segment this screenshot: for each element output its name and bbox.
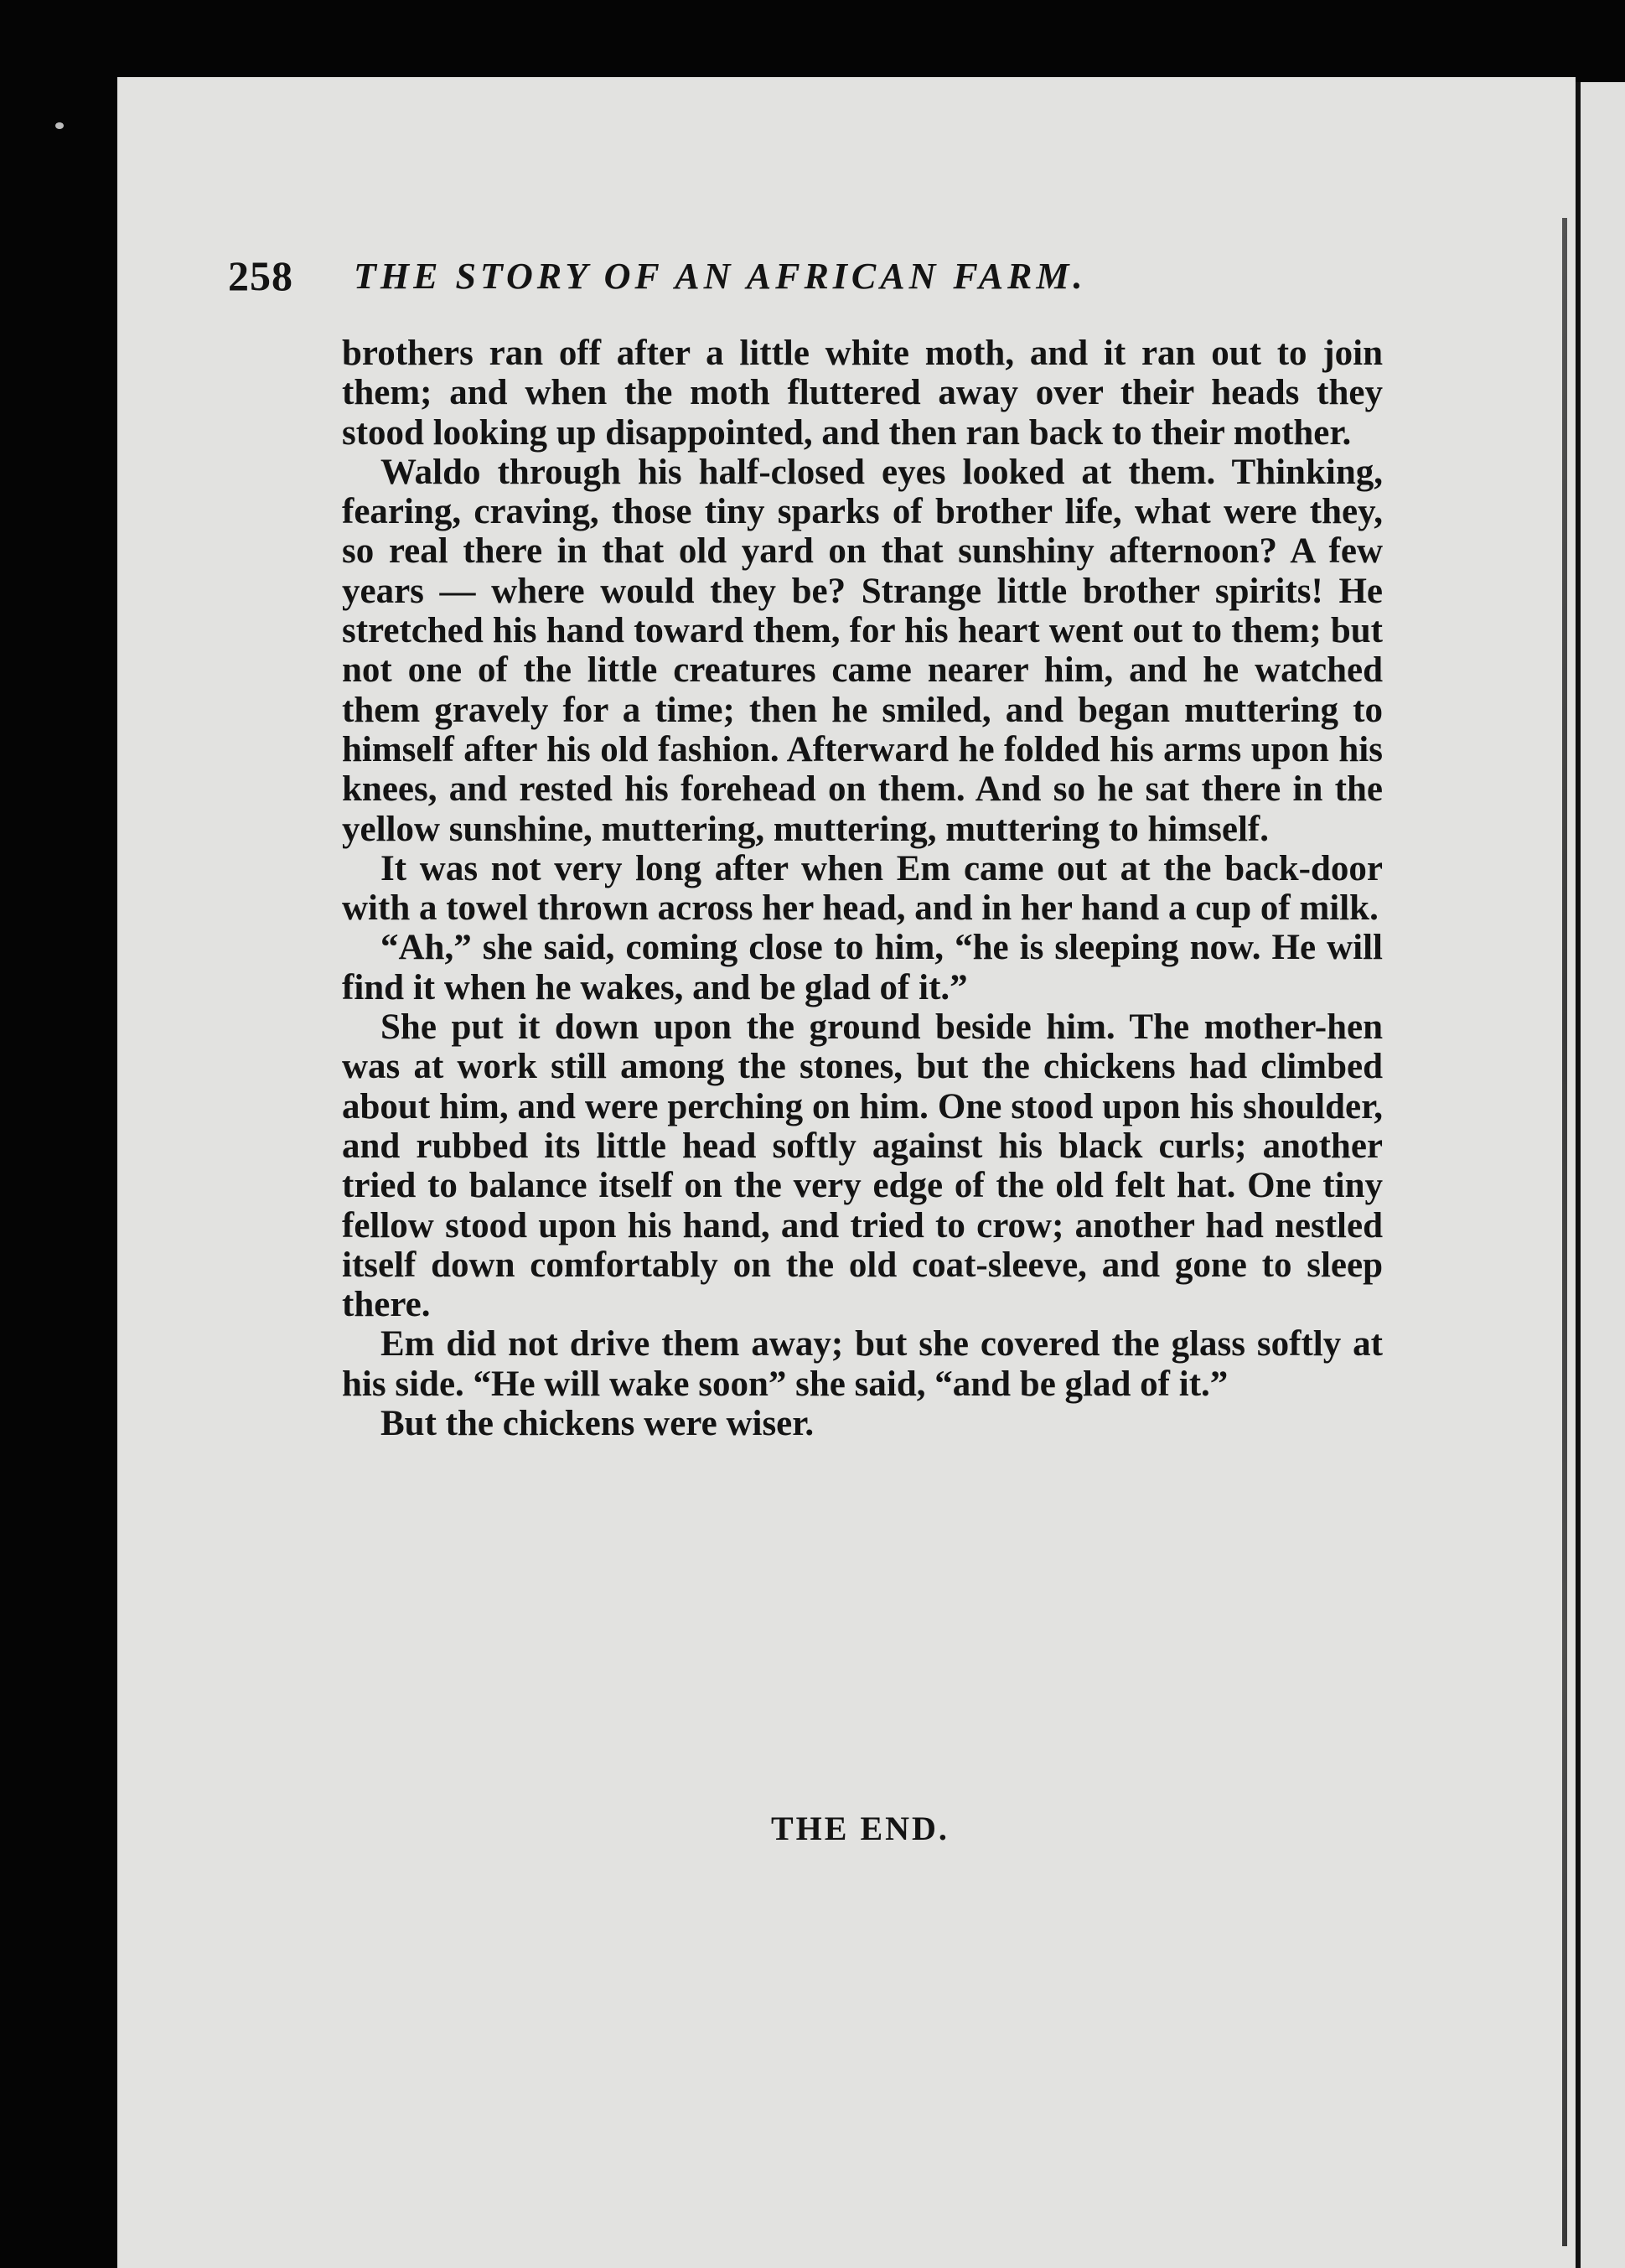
body-text: [342, 334, 1383, 1443]
paragraph-5: She put it down upon the ground beside him. The mother-hen was at work still among the stones, but the chickens had climbed about him, and were perching on him. One stood upon his shoulder, and rubbed its little head softly against his black curls; another tried to balance itself on the very edge of the old felt hat. One tiny fellow stood upon his hand, and tried to crow; another had nestled itself down comfortably on the old coat-sleeve, and gone to sleep there.: [342, 1007, 1383, 1325]
page-number: 258: [228, 252, 293, 299]
binding-gutter-line: [1562, 218, 1567, 2246]
the-end: THE END.: [771, 1810, 950, 1847]
running-head: THE STORY OF AN AFRICAN FARM.: [354, 256, 1087, 297]
paragraph-3: It was not very long after when Em came out at the back-door with a towel thrown across her head, and in her hand a cup of milk.: [342, 848, 1383, 929]
paragraph-6: Em did not drive them away; but she covered the glass softly at his side. “He will wake soon” she said, “and be glad of it.”: [342, 1324, 1383, 1404]
paragraph-2: Waldo through his half-closed eyes looked at them. Thinking, fearing, craving, those tiny sparks of brother life, what were they, so real there in that old yard on that sunshiny afternoon? A few years — where would they be? Strange little brother spirits! He stretched his hand toward them, for his heart went out to them; but not one of the little creatures came nearer him, and he watched them gravely for a time; then he smiled, and began muttering to himself after his old fashion. Afterward he folded his arms upon his knees, and rested his forehead on them. And so he sat there in the yellow sunshine, muttering, muttering, muttering to himself.: [342, 452, 1383, 849]
paragraph-4: “Ah,” she said, coming close to him, “he is sleeping now. He will find it when he wakes, and be glad of it.”: [342, 928, 1383, 1007]
facing-page-edge: [1576, 82, 1625, 2268]
paragraph-1: brothers ran off after a little white moth, and it ran out to join them; and when the moth fluttered away over their heads they stood looking up disappointed, and then ran back to their mother.: [342, 334, 1383, 453]
scan-speck: [55, 122, 64, 129]
paragraph-7: But the chickens were wiser.: [380, 1404, 815, 1444]
page-header: [228, 251, 1401, 302]
